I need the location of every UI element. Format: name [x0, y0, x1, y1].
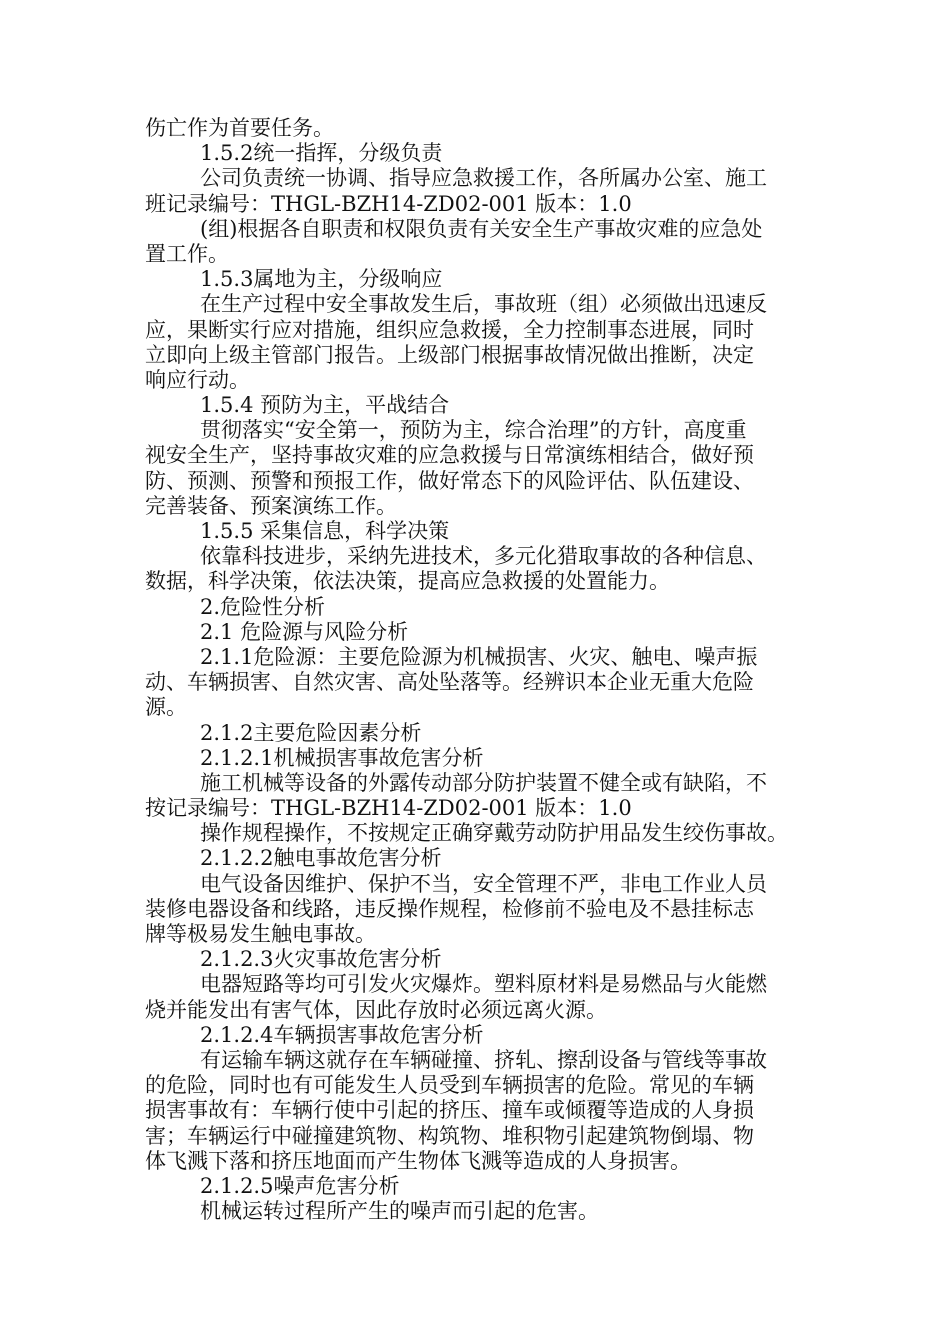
text-line: 体飞溅下落和挤压地面而产生物体飞溅等造成的人身损害。 — [145, 1148, 691, 1173]
text-line: 贯彻落实“安全第一，预防为主，综合治理”的方针，高度重 — [200, 418, 747, 443]
text-line: 机械运转过程所产生的噪声而引起的危害。 — [200, 1199, 599, 1224]
text-line: 烧并能发出有害气体，因此存放时必须远离火源。 — [145, 997, 607, 1022]
text-line: 2.1.2.2触电事故危害分析 — [200, 846, 442, 871]
text-line: 伤亡作为首要任务。 — [145, 116, 334, 140]
document-body — [145, 116, 809, 1224]
text-line: 2.1.2主要危险因素分析 — [200, 720, 422, 745]
text-line: 2.1.2.5噪声危害分析 — [200, 1173, 400, 1198]
text-line: 牌等极易发生触电事故。 — [145, 922, 376, 946]
text-line: 2.1.2.3火灾事故危害分析 — [200, 947, 442, 972]
text-line: 操作规程操作，不按规定正确穿戴劳动防护用品发生绞伤事故。 — [200, 821, 788, 846]
text-line: 1.5.2统一指挥，分级负责 — [200, 141, 443, 166]
text-line: 有运输车辆这就存在车辆碰撞、挤轧、擦刮设备与管线等事故 — [200, 1047, 767, 1072]
text-line: 公司负责统一协调、指导应急救援工作，各所属办公室、施工 — [200, 166, 767, 191]
text-line: 损害事故有：车辆行使中引起的挤压、撞车或倾覆等造成的人身损 — [145, 1098, 754, 1123]
text-line: 数据，科学决策，依法决策，提高应急救援的处置能力。 — [145, 569, 670, 594]
text-line: 1.5.3属地为主，分级响应 — [200, 267, 443, 292]
text-line: 的危险，同时也有可能发生人员受到车辆损害的危险。常见的车辆 — [145, 1073, 754, 1098]
text-line: 1.5.4 预防为主，平战结合 — [200, 393, 450, 418]
text-line: 2.1.2.4车辆损害事故危害分析 — [200, 1022, 484, 1047]
text-line: 防、预测、预警和预报工作，做好常态下的风险评估、队伍建设、 — [145, 468, 754, 493]
text-line: 源。 — [145, 695, 187, 720]
text-line: 班记录编号：THGL-BZH14-ZD02-001 版本：1.0 — [145, 191, 632, 216]
text-line: 立即向上级主管部门报告。上级部门根据事故情况做出推断，决定 — [145, 342, 754, 367]
text-line: 在生产过程中安全事故发生后，事故班（组）必须做出迅速反 — [200, 292, 767, 317]
text-line: 应，果断实行应对措施，组织应急救援，全力控制事态进展，同时 — [145, 317, 754, 342]
text-line: 2.危险性分析 — [200, 594, 326, 619]
text-line: (组)根据各自职责和权限负责有关安全生产事故灾难的应急处 — [200, 216, 763, 241]
text-line: 2.1 危险源与风险分析 — [200, 619, 409, 644]
text-line: 2.1.2.1机械损害事故危害分析 — [200, 745, 484, 770]
text-line: 2.1.1危险源：主要危险源为机械损害、火灾、触电、噪声振 — [200, 644, 758, 669]
text-line: 1.5.5 采集信息，科学决策 — [200, 519, 450, 543]
text-line: 置工作。 — [145, 241, 229, 266]
text-line: 装修电器设备和线路，违反操作规程，检修前不验电及不悬挂标志 — [145, 896, 754, 921]
text-line: 电气设备因维护、保护不当，安全管理不严，非电工作业人员 — [200, 871, 767, 896]
text-line: 电器短路等均可引发火灾爆炸。塑料原材料是易燃品与火能燃 — [200, 972, 767, 997]
text-line: 动、车辆损害、自然灾害、高处坠落等。经辨识本企业无重大危险 — [145, 670, 754, 695]
text-line: 视安全生产，坚持事故灾难的应急救援与日常演练相结合，做好预 — [145, 443, 754, 468]
text-line: 依靠科技进步，采纳先进技术，多元化猎取事故的各种信息、 — [200, 544, 767, 569]
text-line: 完善装备、预案演练工作。 — [145, 493, 397, 518]
text-line: 害；车辆运行中碰撞建筑物、构筑物、堆积物引起建筑物倒塌、物 — [145, 1123, 754, 1148]
text-line: 施工机械等设备的外露传动部分防护装置不健全或有缺陷，不 — [200, 770, 767, 795]
text-line: 按记录编号：THGL-BZH14-ZD02-001 版本：1.0 — [145, 796, 632, 821]
text-line: 响应行动。 — [145, 367, 250, 392]
